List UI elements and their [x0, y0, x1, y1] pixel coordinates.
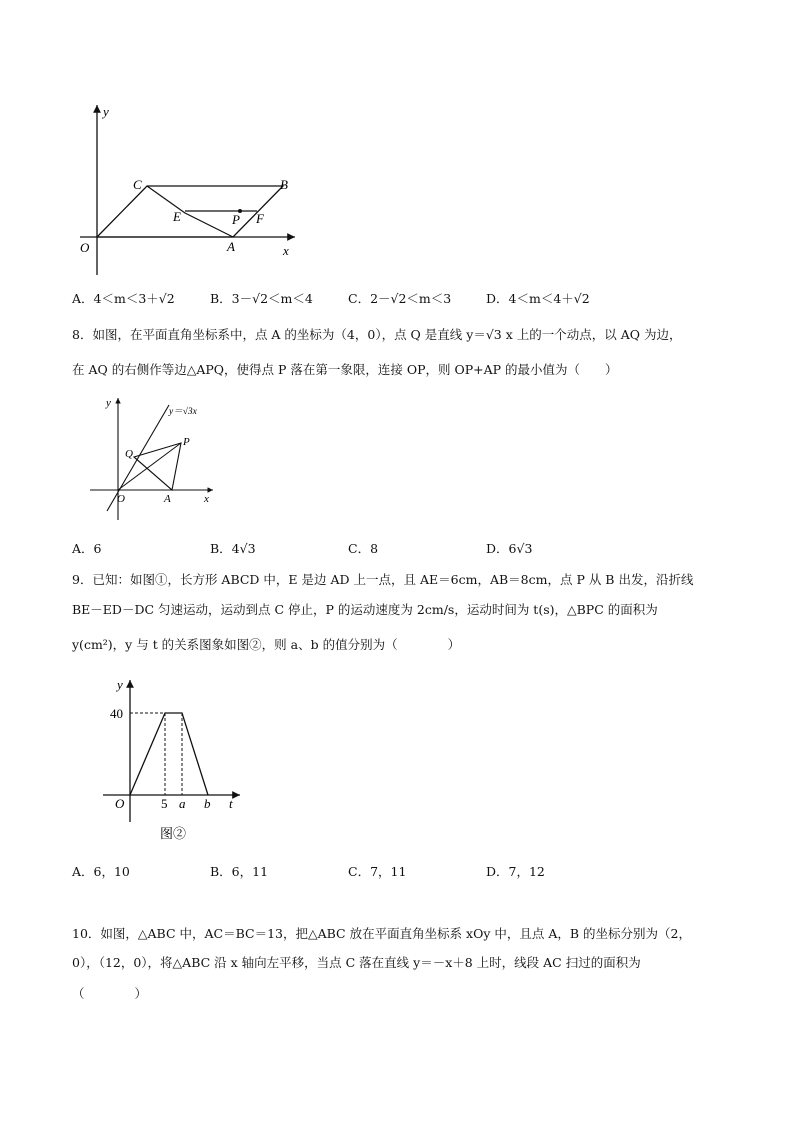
q9-stem-line1: 9．已知：如图①，长方形 ABCD 中，E 是边 AD 上一点，且 AE＝6cm，AB＝8cm，点 P 从 B 出发，沿折线 [72, 572, 694, 587]
label-P: P [183, 436, 190, 448]
q9-option-a: A．6，10 [72, 864, 130, 879]
label-O: O [80, 240, 90, 255]
figure-caption: 图② [160, 826, 187, 841]
label-B: B [280, 177, 288, 192]
label-y: y [117, 677, 123, 692]
label-A: A [227, 239, 235, 254]
q7-option-c: C．2－√2＜m＜3 [348, 291, 452, 306]
q8-option-d: D．6√3 [486, 541, 533, 556]
triangle-APQ [134, 443, 181, 490]
figure-q9 [95, 672, 255, 852]
label-Q: Q [125, 448, 133, 460]
label-y: y [106, 397, 111, 409]
q8-option-c: C．8 [348, 541, 379, 556]
label-A: A [164, 493, 171, 505]
label-x: x [283, 243, 289, 258]
q9-option-d: D．7，12 [486, 864, 545, 879]
q9-option-c: C．7，11 [348, 864, 407, 879]
q8-option-b: B．4√3 [210, 541, 256, 556]
q7-option-a: A．4＜m＜3＋√2 [72, 291, 175, 306]
q7-option-d: D．4＜m＜4＋√2 [486, 291, 590, 306]
label-C: C [133, 177, 142, 192]
label-F: F [256, 211, 264, 226]
q10-stem-line2: 0），（12，0），将△ABC 沿 x 轴向左平移，当点 C 落在直线 y＝－x＋8 上时，线段 AC 扫过的面积为 [72, 955, 641, 970]
q10-stem-line1: 10．如图，△ABC 中，AC＝BC＝13，把△ABC 放在平面直角坐标系 xOy 中，且点 A，B 的坐标分别为（2， [72, 926, 691, 941]
figure-q7 [70, 100, 310, 280]
label-y: y [103, 104, 109, 119]
q8-option-a: A．6 [72, 541, 102, 556]
q8-stem-line1: 8．如图，在平面直角坐标系中，点 A 的坐标为（4，0），点 Q 是直线 y＝√3 x 上的一个动点，以 AQ 为边， [72, 327, 682, 342]
q8-stem-line2: 在 AQ 的右侧作等边△APQ，使得点 P 落在第一象限，连接 OP，则 OP+AP 的最小值为（ ） [72, 362, 618, 377]
q10-stem-line3: （ ） [72, 986, 148, 1001]
label-O: O [115, 796, 125, 811]
label-E: E [173, 209, 181, 224]
label-b: b [204, 796, 211, 811]
label-t: t [229, 796, 233, 811]
label-x: x [204, 493, 209, 505]
graph-y-vs-t [130, 713, 208, 795]
label-O: O [117, 493, 125, 505]
label-P: P [232, 212, 240, 227]
label-5: 5 [161, 796, 168, 811]
q9-stem-line2: BE－ED－DC 匀速运动，运动到点 C 停止，P 的运动速度为 2cm/s，运动时间为 t(s)，△BPC 的面积为 [72, 602, 658, 617]
q7-option-b: B．3－√2＜m＜4 [210, 291, 313, 306]
q9-option-b: B．6，11 [210, 864, 269, 879]
figure-q8 [85, 393, 220, 523]
label-line: y＝√3x [169, 407, 197, 417]
q9-stem-line3: y(cm²)，y 与 t 的关系图象如图②，则 a、b 的值分别为（ ） [72, 637, 461, 652]
label-40: 40 [110, 706, 123, 721]
label-a: a [179, 796, 186, 811]
